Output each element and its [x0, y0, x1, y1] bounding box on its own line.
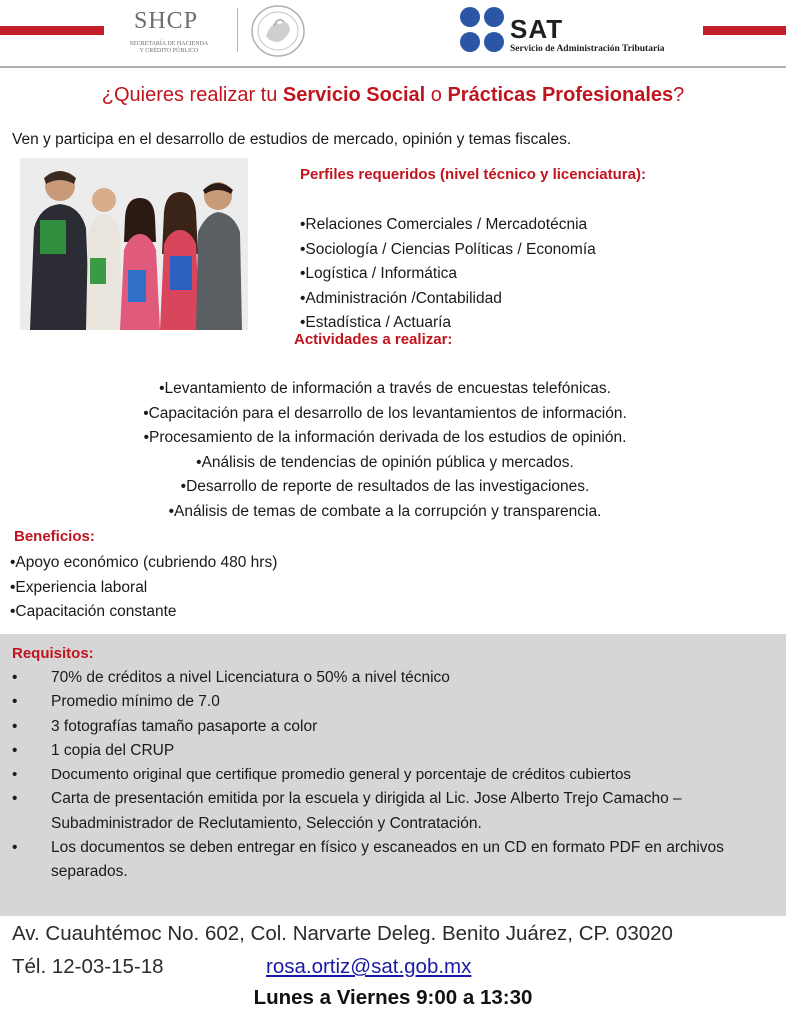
- shcp-logo: SHCP: [134, 8, 199, 34]
- list-item: •Relaciones Comerciales / Mercadotécnia: [300, 216, 588, 233]
- list-item: •Procesamiento de la información derivada de los estudios de opinión.: [143, 429, 627, 446]
- requirements-list: [12, 666, 782, 885]
- list-item: • Promedio mínimo de 7.0: [12, 690, 782, 714]
- list-item: •Análisis de tendencias de opinión pública y mercados.: [196, 453, 574, 471]
- list-item: • 1 copia del CRUP: [12, 739, 782, 763]
- list-item: •Experiencia laboral: [10, 578, 148, 596]
- office-hours: Lunes a Viernes 9:00 a 13:30: [253, 986, 533, 1009]
- page-title: ¿Quieres realizar tu Servicio Social o Prácticas Profesionales?: [101, 84, 685, 106]
- benefits-heading: Beneficios:: [14, 528, 95, 545]
- list-item: •Desarrollo de reporte de resultados de las investigaciones.: [180, 478, 590, 495]
- sat-subtitle: Servicio de Administración Tributaria: [510, 44, 665, 54]
- list-item: •Levantamiento de información a través de encuestas telefónicas.: [159, 380, 611, 397]
- address-text: Av. Cuauhtémoc No. 602, Col. Narvarte Deleg. Benito Juárez, CP. 03020: [12, 922, 673, 945]
- sat-logo-icon: [458, 6, 508, 54]
- intro-text: Ven y participa en el desarrollo de estudios de mercado, opinión y temas fiscales.: [12, 131, 572, 148]
- shcp-subtitle: SECRETARÍA DE HACIENDA Y CRÉDITO PÚBLICO: [129, 41, 209, 54]
- logo-divider: [237, 8, 238, 52]
- header-divider: [0, 66, 786, 68]
- list-item: •Capacitación constante: [10, 603, 177, 620]
- list-item: •Estadística / Actuaría: [300, 314, 452, 331]
- list-item: •Análisis de temas de combate a la corrupción y transparencia.: [168, 502, 602, 520]
- header-stripe-left: [0, 26, 104, 35]
- header-banner: [0, 0, 786, 68]
- profiles-list: [300, 213, 596, 336]
- list-item: •Sociología / Ciencias Políticas / Economía: [300, 240, 596, 258]
- list-item: • Carta de presentación emitida por la escuela y dirigida al Lic. Jose Alberto Trejo Camacho – Subadministrador de Reclutamiento, Selección y Contratación.: [12, 787, 782, 836]
- students-photo-image: [20, 158, 248, 330]
- benefits-list: [10, 551, 277, 625]
- list-item: •Apoyo económico (cubriendo 480 hrs): [10, 554, 278, 571]
- profiles-heading: Perfiles requeridos (nivel técnico y licenciatura):: [300, 166, 646, 183]
- list-item: • 3 fotografías tamaño pasaporte a color: [12, 715, 782, 739]
- requirements-heading: Requisitos:: [12, 645, 94, 662]
- activities-heading: Actividades a realizar:: [294, 331, 453, 348]
- list-item: •Logística / Informática: [300, 265, 458, 282]
- sat-logo-text: SAT: [510, 14, 564, 44]
- activities-list: [0, 377, 770, 524]
- list-item: •Capacitación para el desarrollo de los levantamientos de información.: [143, 404, 627, 422]
- list-item: • Los documentos se deben entregar en físico y escaneados en un CD en formato PDF en archivos separados.: [12, 836, 782, 885]
- header-stripe-right: [703, 26, 786, 35]
- email-link[interactable]: rosa.ortiz@sat.gob.mx: [266, 955, 472, 978]
- mexico-seal-icon: [250, 4, 306, 58]
- list-item: • Documento original que certifique promedio general y porcentaje de créditos cubiertos: [12, 763, 782, 787]
- list-item: •Administración /Contabilidad: [300, 289, 502, 307]
- list-item: • 70% de créditos a nivel Licenciatura o 50% a nivel técnico: [12, 666, 782, 690]
- phone-text: Tél. 12-03-15-18: [12, 955, 164, 978]
